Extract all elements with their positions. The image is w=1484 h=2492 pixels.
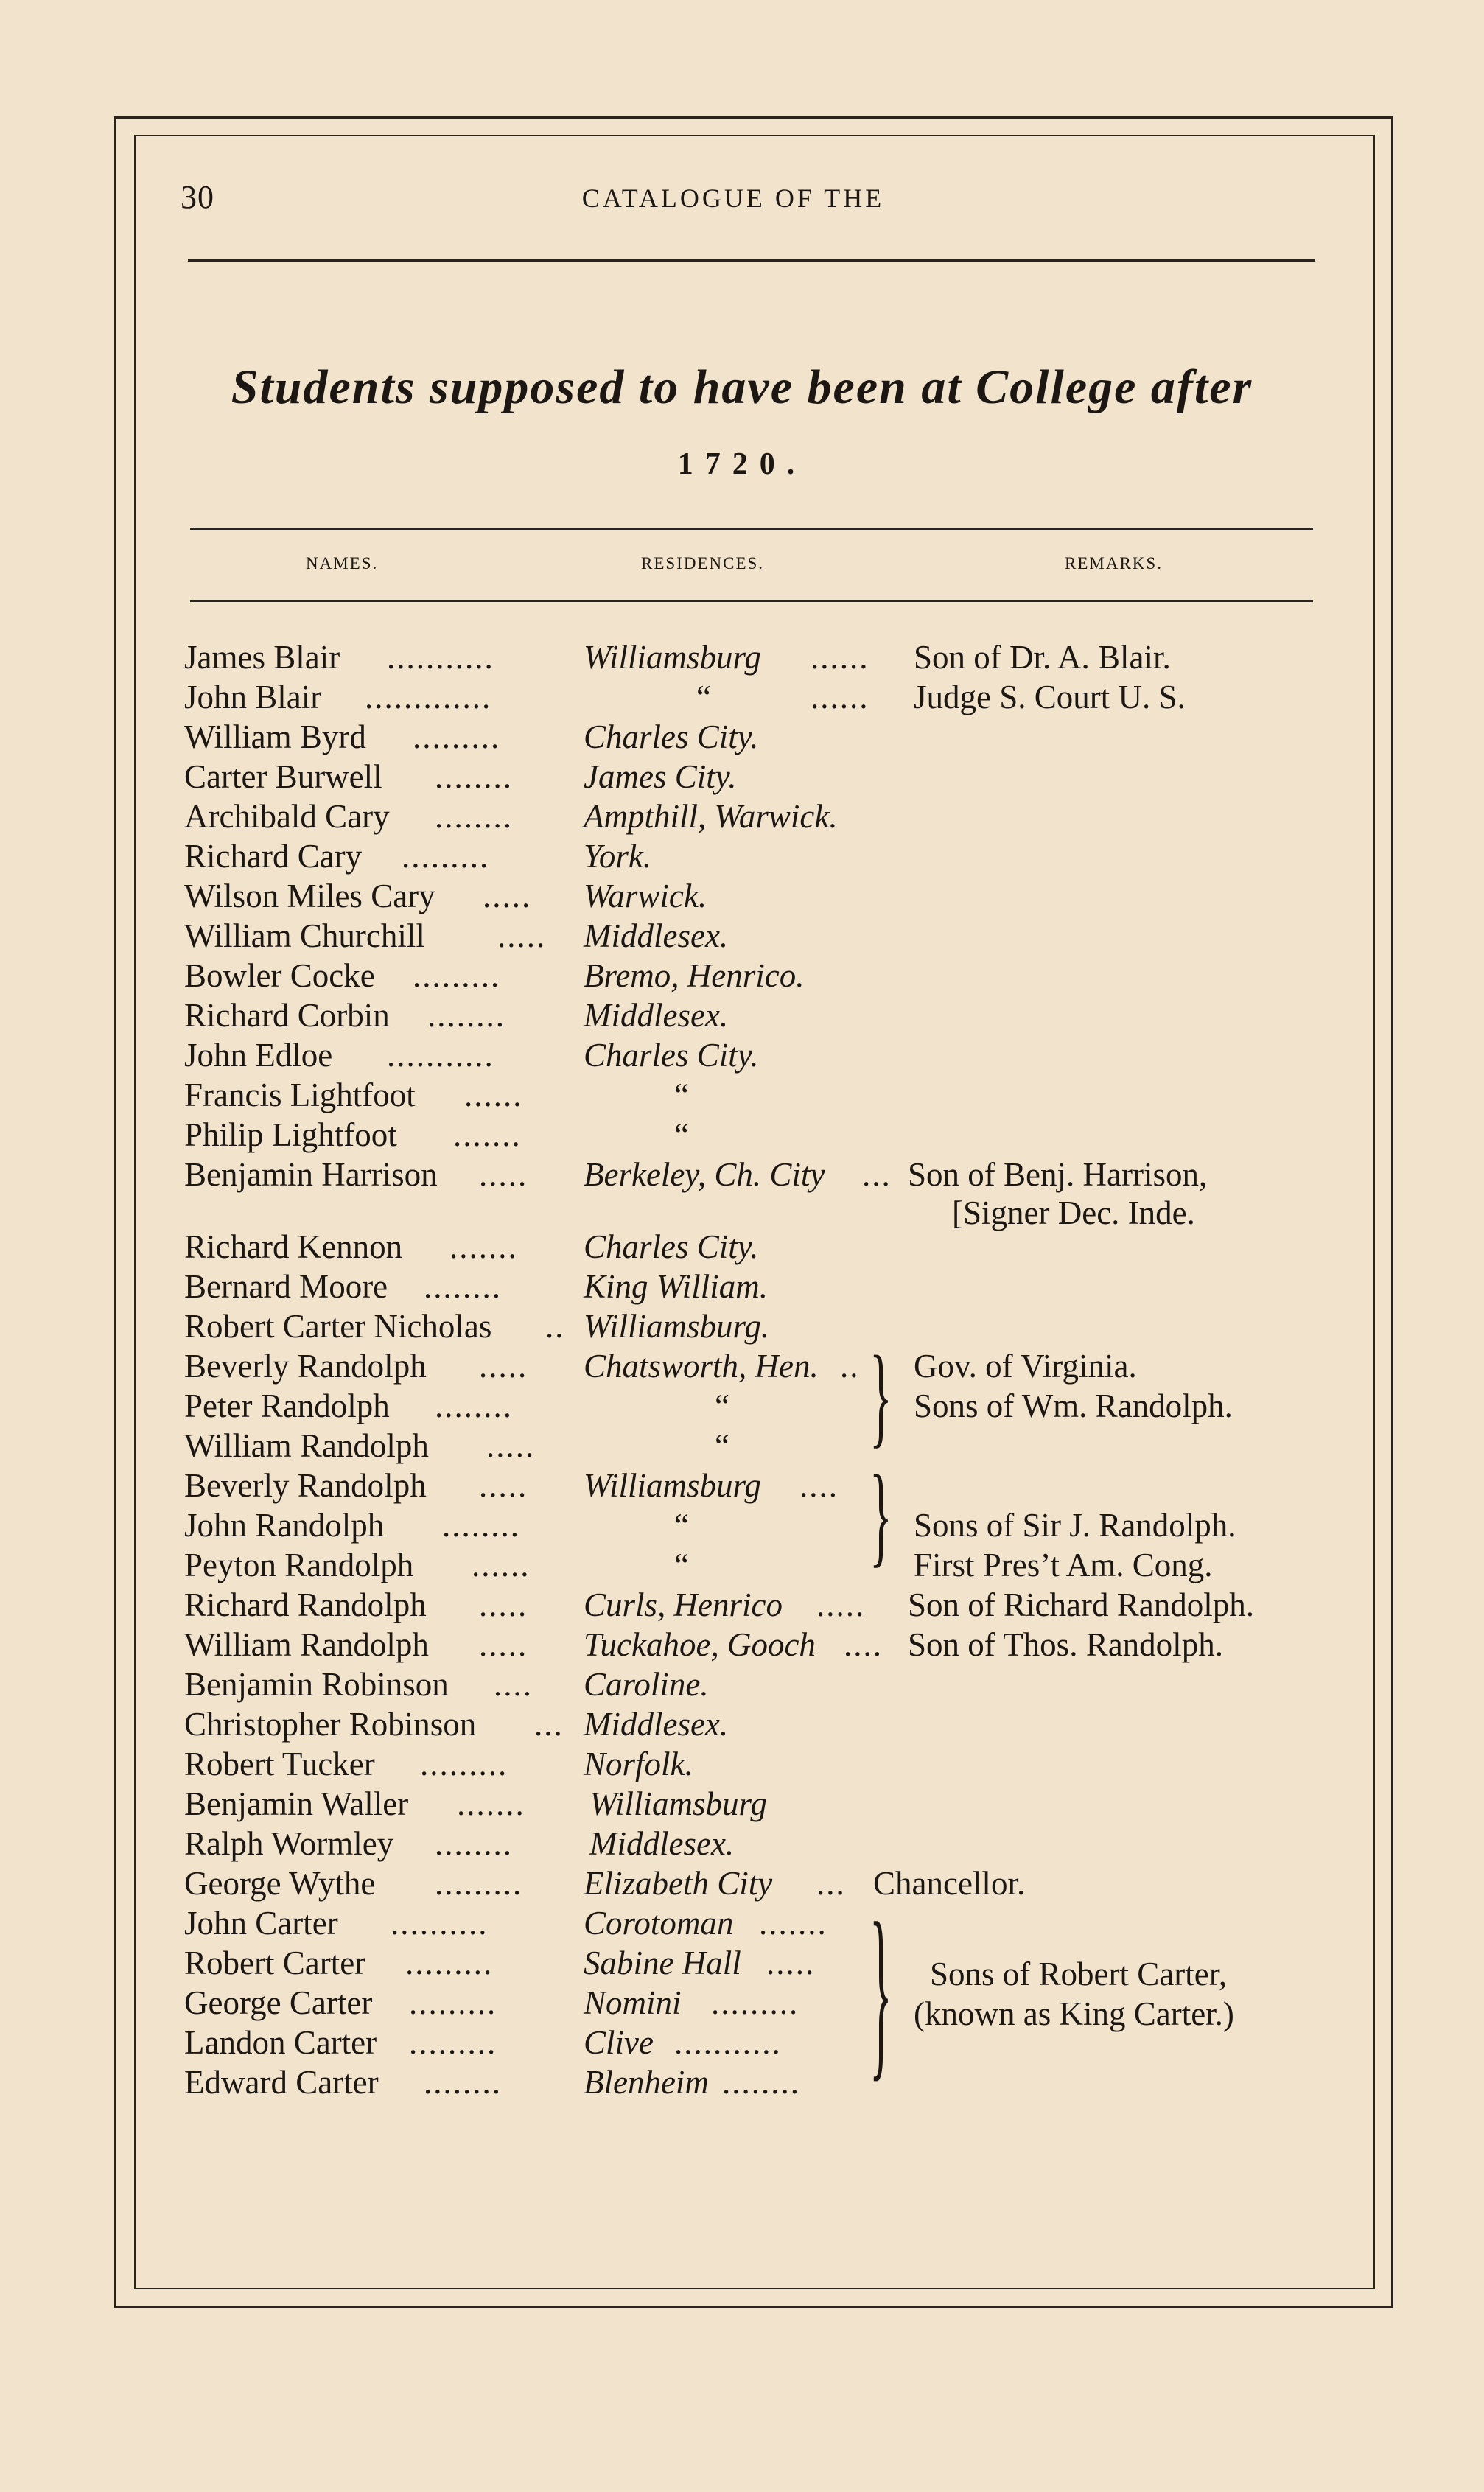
student-residence: Williamsburg — [589, 1785, 767, 1822]
student-residence: Charles City. — [584, 718, 759, 755]
column-header-rule-bottom — [190, 600, 1313, 602]
student-remark: Son of Thos. Randolph. — [908, 1626, 1223, 1663]
student-residence: “ — [715, 1427, 729, 1464]
student-name: Richard Kennon — [184, 1228, 403, 1265]
student-remark: Son of Dr. A. Blair. — [914, 639, 1171, 676]
table-row: Benjamin Waller ....... Williamsburg — [184, 1785, 767, 1822]
student-name: Richard Corbin — [184, 997, 390, 1034]
table-row: John Blair ............. “ ...... Judge S. Court U. S. — [184, 679, 1186, 715]
column-header-remarks: REMARKS. — [1065, 554, 1163, 573]
student-name: Ralph Wormley — [184, 1825, 394, 1862]
table-row: Landon Carter ......... Clive ........... — [184, 2024, 782, 2061]
group-note-line1: Sons of Robert Carter, — [930, 1956, 1228, 1992]
student-residence: Corotoman — [584, 1905, 734, 1942]
student-residence: “ — [715, 1387, 729, 1424]
table-row: Bernard Moore ........ King William. — [184, 1268, 769, 1305]
student-name: Richard Randolph — [184, 1586, 427, 1623]
student-name: Archibald Cary — [184, 798, 390, 835]
student-residence: Middlesex. — [584, 1706, 729, 1743]
student-name: Robert Carter — [184, 1945, 366, 1981]
student-residence: Charles City. — [584, 1037, 759, 1074]
student-residence: Tuckahoe, Gooch — [584, 1626, 816, 1663]
table-row: Wilson Miles Cary ..... Warwick. — [184, 878, 707, 914]
table-row: Peyton Randolph ...... “ First Pres’t Am. Cong. — [184, 1547, 1213, 1583]
table-row: Ralph Wormley ........ Middlesex. — [184, 1825, 735, 1862]
student-name: Benjamin Robinson — [184, 1666, 449, 1703]
student-residence: Williamsburg. — [584, 1308, 770, 1345]
student-name: Francis Lightfoot — [184, 1077, 416, 1113]
student-residence: Elizabeth City — [584, 1865, 773, 1902]
student-residence: Middlesex. — [589, 1825, 735, 1862]
brace-sir-j-randolph-sons: } — [869, 1452, 892, 1578]
section-heading: Students supposed to have been at College after — [231, 360, 1253, 414]
student-name: John Blair — [184, 679, 322, 715]
table-row: Richard Randolph ..... Curls, Henrico ..... Son of Richard Randolph. — [184, 1586, 1254, 1623]
table-row: William Randolph ..... “ — [184, 1427, 729, 1464]
student-name: Peter Randolph — [184, 1387, 390, 1424]
table-row: Robert Tucker ......... Norfolk. — [184, 1746, 693, 1782]
table-row: Benjamin Robinson .... Caroline. — [184, 1666, 709, 1703]
student-remark: Son of Richard Randolph. — [908, 1586, 1254, 1623]
table-row: Richard Cary ......... York. — [184, 838, 652, 875]
student-residence: Ampthill, Warwick. — [584, 798, 838, 835]
table-row: Christopher Robinson ... Middlesex. — [184, 1706, 729, 1743]
table-row: Beverly Randolph ..... Chatsworth, Hen. .. Gov. of Virginia. — [184, 1348, 1137, 1385]
table-row: Philip Lightfoot ....... “ — [184, 1116, 689, 1153]
running-head: CATALOGUE OF THE — [581, 183, 885, 213]
student-name: George Wythe — [184, 1865, 376, 1902]
column-header-rule-top — [190, 528, 1313, 530]
student-remark: Sons of Wm. Randolph. — [914, 1387, 1233, 1424]
group-note — [0, 1994, 1484, 2034]
student-name: Carter Burwell — [184, 758, 382, 795]
column-header-names: NAMES. — [306, 554, 379, 573]
table-row: Beverly Randolph ..... Williamsburg .... — [184, 1467, 839, 1504]
student-residence: “ — [674, 1077, 689, 1113]
table-row: Robert Carter ......... Sabine Hall ..... — [184, 1945, 816, 1981]
table-row: Robert Carter Nicholas .. Williamsburg. — [184, 1308, 770, 1345]
student-residence: Norfolk. — [584, 1746, 693, 1782]
student-remark: Chancellor. — [873, 1865, 1026, 1902]
group-note-line2: (known as King Carter.) — [914, 1995, 1234, 2032]
student-residence: Blenheim — [584, 2064, 709, 2101]
brace-wm-randolph-sons: } — [869, 1332, 892, 1458]
student-residence: James City. — [584, 758, 737, 795]
student-residence: “ — [696, 679, 711, 715]
header-rule — [188, 259, 1315, 262]
student-name: John Carter — [184, 1905, 338, 1942]
student-name: James Blair — [184, 639, 340, 676]
table-row: William Byrd ......... Charles City. — [184, 718, 759, 755]
student-residence: Williamsburg — [584, 639, 761, 676]
table-row: Archibald Cary ........ Ampthill, Warwick. — [184, 798, 838, 835]
table-row: Richard Corbin ........ Middlesex. — [184, 997, 729, 1034]
student-name: Wilson Miles Cary — [184, 878, 435, 914]
table-row: James Blair ........... Williamsburg ...... Son of Dr. A. Blair. — [184, 639, 1171, 676]
table-row: William Churchill ..... Middlesex. — [184, 917, 729, 954]
section-year: 1720. — [677, 447, 807, 481]
student-name: John Randolph — [184, 1507, 385, 1544]
column-header-residences: RESIDENCES. — [641, 554, 765, 573]
group-note — [0, 1954, 1484, 1994]
student-residence: Middlesex. — [584, 997, 729, 1034]
student-remark: Sons of Sir J. Randolph. — [914, 1507, 1236, 1544]
student-residence: “ — [674, 1547, 689, 1583]
student-name: Christopher Robinson — [184, 1706, 477, 1743]
student-name: William Randolph — [184, 1427, 429, 1464]
student-name: William Churchill — [184, 917, 425, 954]
student-residence: Middlesex. — [584, 917, 729, 954]
table-row: John Carter .......... Corotoman ....... — [184, 1905, 827, 1942]
student-name: William Randolph — [184, 1626, 429, 1663]
student-name: Robert Tucker — [184, 1746, 375, 1782]
student-remark: Gov. of Virginia. — [914, 1348, 1137, 1385]
table-row: Richard Kennon ....... Charles City. — [184, 1228, 759, 1265]
student-name: Bowler Cocke — [184, 957, 375, 994]
table-row: John Randolph ........ “ Sons of Sir J. Randolph. — [184, 1507, 1236, 1544]
student-residence: Caroline. — [584, 1666, 709, 1703]
table-row: Carter Burwell ........ James City. — [184, 758, 737, 795]
student-residence: King William. — [584, 1268, 769, 1305]
student-name: Benjamin Waller — [184, 1785, 409, 1822]
student-name: George Carter — [184, 1984, 373, 2021]
student-name: Landon Carter — [184, 2024, 377, 2061]
student-remark: [Signer Dec. Inde. — [952, 1194, 1195, 1231]
student-residence: Berkeley, Ch. City — [584, 1156, 825, 1193]
table-row: John Edloe ........... Charles City. — [184, 1037, 759, 1074]
table-row: Francis Lightfoot ...... “ — [184, 1077, 689, 1113]
student-residence: Williamsburg — [584, 1467, 761, 1504]
student-name: Robert Carter Nicholas — [184, 1308, 492, 1345]
table-row: Edward Carter ........ Blenheim ........ — [184, 2064, 800, 2101]
student-residence: Clive — [584, 2024, 654, 2061]
student-name: Beverly Randolph — [184, 1348, 427, 1385]
student-remark: Judge S. Court U. S. — [914, 679, 1186, 715]
student-residence: Curls, Henrico — [584, 1586, 783, 1623]
page-number: 30 — [181, 179, 214, 215]
student-name: Peyton Randolph — [184, 1547, 414, 1583]
student-remark: Son of Benj. Harrison, — [908, 1156, 1208, 1193]
student-residence: “ — [674, 1116, 689, 1153]
student-name: Beverly Randolph — [184, 1467, 427, 1504]
student-name: Philip Lightfoot — [184, 1116, 397, 1153]
student-residence: “ — [674, 1507, 689, 1544]
student-residence: Chatsworth, Hen. — [584, 1348, 819, 1385]
student-residence: York. — [584, 838, 652, 875]
table-row: Bowler Cocke ......... Bremo, Henrico. — [184, 957, 805, 994]
student-name: John Edloe — [184, 1037, 333, 1074]
student-residence: Sabine Hall — [584, 1945, 741, 1981]
table-row: Benjamin Harrison ..... Berkeley, Ch. City ... Son of Benj. Harrison, — [184, 1156, 1208, 1193]
table-row: George Wythe ......... Elizabeth City ... Chancellor. — [184, 1865, 1026, 1902]
table-row: Peter Randolph ........ “ Sons of Wm. Randolph. — [184, 1387, 1233, 1424]
student-residence: Warwick. — [584, 878, 707, 914]
table-row: George Carter ......... Nomini ......... — [184, 1984, 799, 2021]
brace-robert-carter-sons: } — [869, 1883, 892, 2098]
student-name: Bernard Moore — [184, 1268, 388, 1305]
student-name: Edward Carter — [184, 2064, 379, 2101]
student-name: Benjamin Harrison — [184, 1156, 438, 1193]
student-remark: First Pres’t Am. Cong. — [914, 1547, 1213, 1583]
student-name: William Byrd — [184, 718, 366, 755]
student-residence: Nomini — [584, 1984, 682, 2021]
student-residence: Charles City. — [584, 1228, 759, 1265]
table-row: William Randolph ..... Tuckahoe, Gooch .... Son of Thos. Randolph. — [184, 1626, 1223, 1663]
student-name: Richard Cary — [184, 838, 363, 875]
student-residence: Bremo, Henrico. — [584, 957, 805, 994]
